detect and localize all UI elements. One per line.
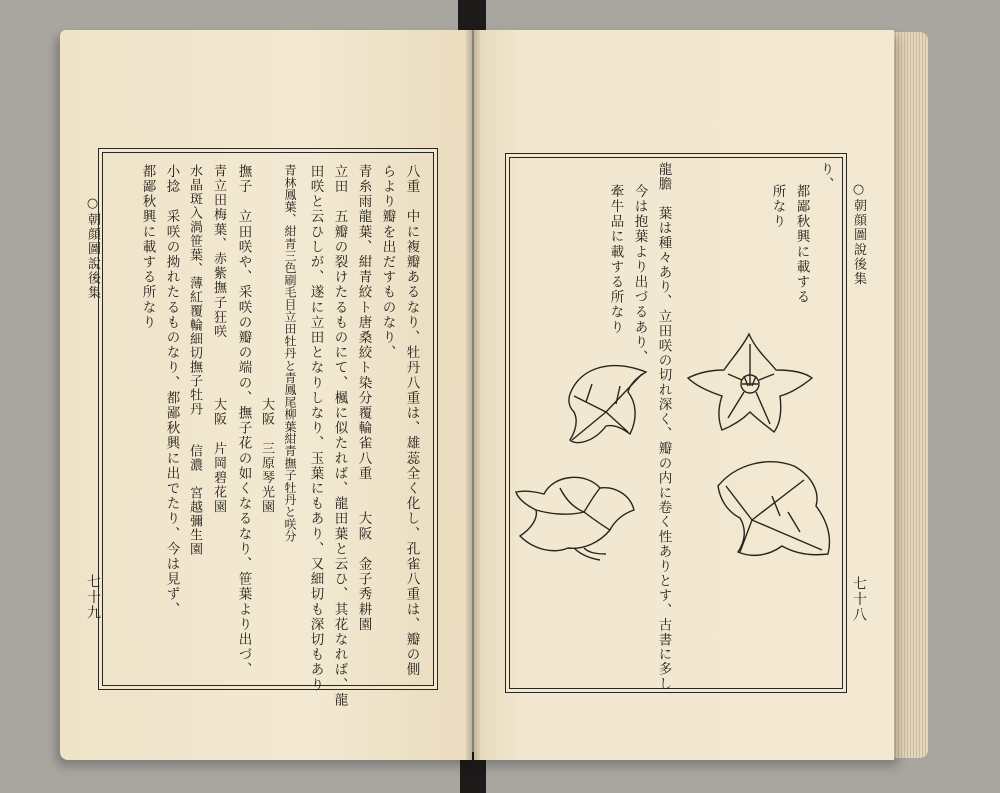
spine bbox=[458, 0, 486, 30]
page-number: 七十八 bbox=[851, 576, 867, 623]
text-column: 水晶斑入渦笹葉、薄紅覆輪細切撫子牡丹 信濃 宮越彌生園 bbox=[187, 164, 202, 556]
text-column: 今は抱葉より出づるあり、 bbox=[631, 184, 648, 366]
flower-open-icon bbox=[684, 326, 814, 438]
running-header: ○朝顔圖說後集 bbox=[85, 196, 100, 301]
text-column: 所なり bbox=[769, 184, 786, 230]
text-column: らより瓣を出だすものなり、 bbox=[379, 164, 396, 361]
text-column: 田咲と云ひしが、遂に立田となりしなり、玉葉にもあり、又細切も深切もあり bbox=[307, 164, 324, 693]
text-column: 八重 中に複瓣あるなり、牡丹八重は、雄蕊全く化し、孔雀八重は、瓣の側 bbox=[403, 164, 420, 678]
gutter bbox=[466, 30, 480, 760]
flower-bud-icon bbox=[514, 470, 640, 562]
leaf-icon bbox=[716, 456, 832, 560]
leaf-icon bbox=[566, 354, 652, 450]
text-column: 都鄙秋興に載する bbox=[793, 184, 810, 305]
text-column: 青立田梅葉、赤紫撫子狂咲 大阪 片岡碧花園 bbox=[211, 164, 226, 515]
text-column: 都鄙秋興に載する所なり bbox=[139, 164, 156, 331]
text-column: 大阪 三原琴光園 bbox=[259, 164, 274, 515]
text-column: り、 bbox=[817, 162, 834, 193]
text-column: 小捻 采咲の拗れたるものなり、都鄙秋興に出でたり、今は見ず、 bbox=[163, 164, 180, 617]
text-column: 撫子 立田咲や、采咲の瓣の端の、撫子花の如くなるなり、笹葉より出づ、 bbox=[235, 164, 252, 678]
running-header: ○朝顔圖說後集 bbox=[851, 182, 866, 287]
text-column: 牽牛品に載する所なり bbox=[607, 184, 624, 335]
page-number: 七十九 bbox=[85, 574, 101, 621]
text-column: 青林鳳葉、紺青三色刷毛目立田牡丹と青鳳尾柳葉紺青撫子牡丹と咲分 bbox=[283, 164, 297, 543]
text-column: 龍膽 葉は種々あり、立田咲の切れ深く、瓣の内に卷く性ありとす、古書に多し bbox=[655, 162, 672, 692]
text-column: 青糸雨龍葉、紺青絞ト唐桑絞ト染分覆輪雀八重 大阪 金子秀耕園 bbox=[355, 164, 372, 633]
text-column: 立田 五瓣の裂けたるものにて、楓に似たれば、龍田葉と云ひ、其花なれば、龍 bbox=[331, 164, 348, 708]
